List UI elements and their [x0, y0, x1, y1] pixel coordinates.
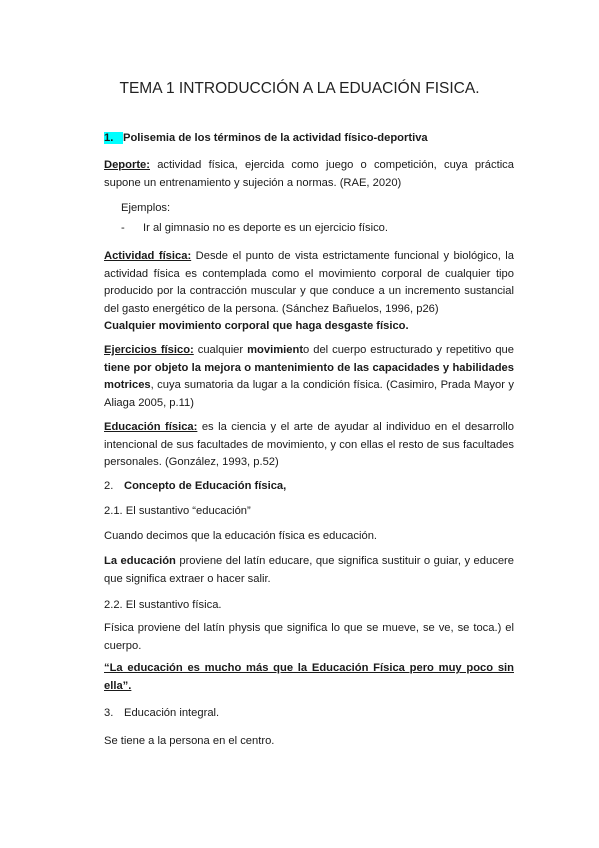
highlighted-quote	[104, 660, 514, 695]
paragraph-la-educacion	[104, 553, 514, 588]
section-3-number: 3.	[104, 707, 114, 719]
paragraph-ejercicios-fisico	[104, 342, 514, 412]
dash-bullet: -	[121, 222, 125, 234]
section-2-number: 2.	[104, 480, 114, 492]
definition-actividad-fisica: Desde el punto de vista estrictamente funcional y biológico, la actividad física es contemplada como el movimiento corporal de cualquier tipo producido por la contracción muscular y que conduce a un incremento sustancial del gasto energético de la persona. (Sánchez Bañuelos, 1996, p26)	[104, 250, 514, 315]
definition-educacion-fisica: es la ciencia y el arte de ayudar al individuo en el desarrollo intencional de sus facultades de movimiento, y con ellas el resto de sus facultades personales. (González, 1993, p.52)	[104, 421, 514, 468]
paragraph-2-1: Cuando decimos que la educación física es educación.	[104, 530, 378, 542]
ejercicios-text-3: , cuya sumatoria da lugar a la condición física. (Casimiro, Prada Mayor y Aliaga 2005, p.11)	[104, 379, 514, 409]
section-1-heading	[104, 130, 514, 148]
section-2-title: Concepto de Educación física,	[124, 480, 287, 492]
section-3-heading	[104, 705, 514, 723]
quote-text: “La educación es mucho más que la Educación Física pero muy poco sin ella”.	[104, 662, 514, 692]
ejemplos-label: Ejemplos:	[121, 202, 171, 214]
section-1-title: Polisemia de los términos de la actividad físico-deportiva	[123, 132, 428, 144]
document-title: TEMA 1 INTRODUCCIÓN A LA EDUACIÓN FISICA.	[119, 80, 480, 97]
term-ejercicios-fisico: Ejercicios físico:	[104, 344, 194, 356]
paragraph-deporte	[104, 157, 514, 192]
subsection-2-1-heading: 2.1. El sustantivo “educación”	[104, 505, 251, 517]
section-2-heading	[104, 478, 514, 496]
definition-deporte: actividad física, ejercida como juego o competición, cuya práctica supone un entrenamiento y sujeción a normas. (RAE, 2020)	[104, 159, 514, 189]
subsection-2-2-heading: 2.2. El sustantivo física.	[104, 599, 222, 611]
term-educacion-fisica: Educación física:	[104, 421, 198, 433]
paragraph-actividad-fisica	[104, 248, 514, 336]
term-la-educacion: La educación	[104, 555, 176, 567]
ejemplo-text: Ir al gimnasio no es deporte es un ejercicio físico.	[143, 222, 389, 234]
paragraph-2-2: Física proviene del latín physis que significa lo que se mueve, se ve, se toca.) el cuerpo.	[104, 622, 514, 652]
term-actividad-fisica: Actividad física:	[104, 250, 192, 262]
ejemplo-list-item	[121, 222, 521, 234]
section-1-number: 1.	[104, 132, 114, 144]
ejercicios-text-2: o del cuerpo estructurado y repetitivo que	[303, 344, 514, 356]
definition-la-educacion: proviene del latín educare, que significa sustituir o guiar, y educere que significa extraer o hacer salir.	[104, 555, 514, 585]
paragraph-3: Se tiene a la persona en el centro.	[104, 735, 275, 747]
paragraph-educacion-fisica	[104, 419, 514, 472]
ejercicios-bold-1: movimient	[247, 344, 304, 356]
ejercicios-bold-2: tiene por objeto la mejora o mantenimiento de las capacidades y habilidades motrices	[104, 361, 514, 391]
actividad-fisica-summary: Cualquier movimiento corporal que haga desgaste físico.	[104, 320, 409, 332]
section-3-title: Educación integral.	[124, 707, 220, 719]
term-deporte: Deporte:	[104, 159, 150, 171]
ejercicios-text-1: cualquier	[193, 344, 248, 356]
